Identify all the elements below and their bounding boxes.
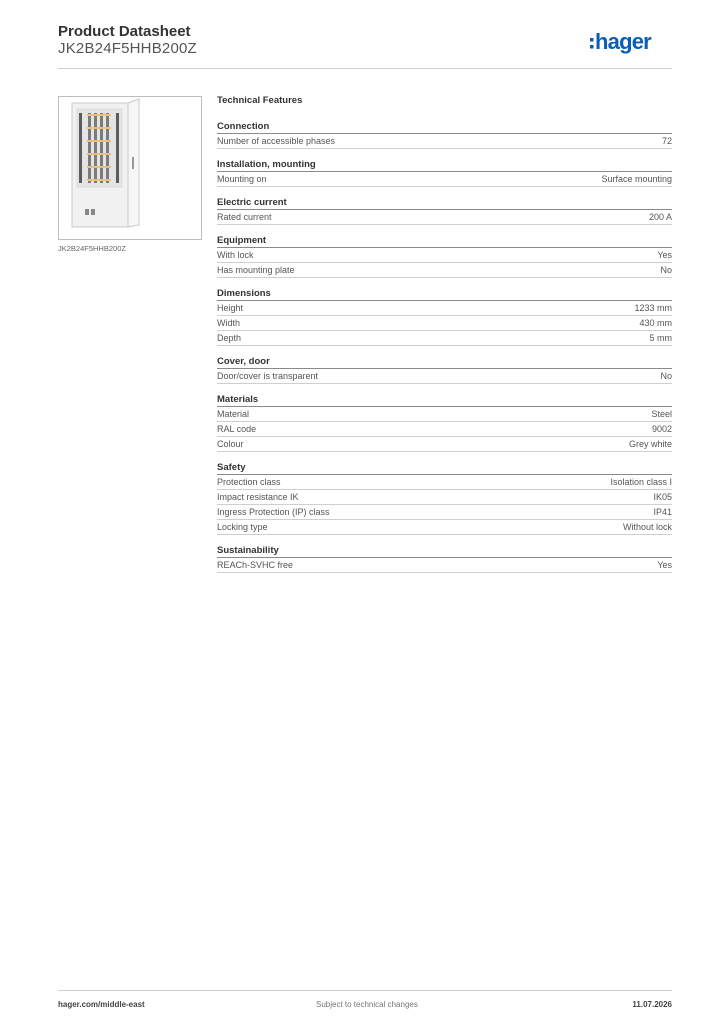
feature-value: Isolation class I — [610, 477, 672, 487]
feature-value: IP41 — [653, 507, 672, 517]
feature-label: Depth — [217, 333, 242, 343]
feature-value: Yes — [657, 560, 672, 570]
feature-value: No — [660, 265, 672, 275]
feature-row — [217, 422, 672, 437]
feature-label: Material — [217, 409, 250, 419]
feature-row — [217, 248, 672, 263]
section-title: Cover, door — [217, 356, 672, 369]
section-dimensions — [217, 288, 672, 346]
section-installation — [217, 159, 672, 187]
feature-label: REACh-SVHC free — [217, 560, 294, 570]
feature-row — [217, 437, 672, 452]
product-image — [58, 96, 202, 240]
feature-row — [217, 301, 672, 316]
section-cover-door — [217, 356, 672, 384]
section-title: Sustainability — [217, 545, 672, 558]
feature-label: Protection class — [217, 477, 281, 487]
section-title: Installation, mounting — [217, 159, 672, 172]
feature-row — [217, 172, 672, 187]
section-equipment — [217, 235, 672, 278]
feature-label: Door/cover is transparent — [217, 371, 319, 381]
feature-label: Number of accessible phases — [217, 136, 336, 146]
feature-value: Yes — [657, 250, 672, 260]
feature-value: 5 mm — [649, 333, 672, 343]
feature-row — [217, 475, 672, 490]
feature-row — [217, 558, 672, 573]
section-electric-current — [217, 197, 672, 225]
feature-row — [217, 316, 672, 331]
document-title: Product Datasheet — [58, 23, 191, 40]
feature-value: Grey white — [628, 439, 672, 449]
feature-value: Without lock — [622, 522, 672, 532]
section-title: Dimensions — [217, 288, 672, 301]
page-header — [58, 22, 672, 69]
feature-label: Mounting on — [217, 174, 267, 184]
feature-value: Steel — [651, 409, 672, 419]
feature-row — [217, 210, 672, 225]
feature-label: Impact resistance IK — [217, 492, 299, 502]
product-code: JK2B24F5HHB200Z — [58, 40, 197, 57]
footer-notice: Subject to technical changes — [316, 1000, 418, 1009]
section-safety — [217, 462, 672, 535]
section-sustainability — [217, 545, 672, 573]
feature-row — [217, 490, 672, 505]
feature-row — [217, 369, 672, 384]
feature-row — [217, 134, 672, 149]
feature-label: Height — [217, 303, 244, 313]
footer-website-link[interactable]: hager.com/middle-east — [58, 1000, 145, 1009]
feature-label: Has mounting plate — [217, 265, 295, 275]
logo-text: hager — [595, 29, 651, 54]
feature-value: Surface mounting — [601, 174, 672, 184]
feature-label: Rated current — [217, 212, 272, 222]
features-title: Technical Features — [217, 95, 303, 106]
section-title: Safety — [217, 462, 672, 475]
feature-label: Colour — [217, 439, 244, 449]
feature-value: 9002 — [651, 424, 672, 434]
feature-row — [217, 331, 672, 346]
image-caption: JK2B24F5HHB200Z — [58, 244, 126, 253]
section-title: Equipment — [217, 235, 672, 248]
feature-label: Width — [217, 318, 241, 328]
feature-label: Locking type — [217, 522, 268, 532]
feature-value: 1233 mm — [634, 303, 672, 313]
feature-label: With lock — [217, 250, 254, 260]
feature-value: No — [660, 371, 672, 381]
technical-features — [217, 96, 672, 583]
feature-row — [217, 407, 672, 422]
feature-label: Ingress Protection (IP) class — [217, 507, 330, 517]
section-title: Materials — [217, 394, 672, 407]
feature-row — [217, 263, 672, 278]
hager-logo — [590, 28, 672, 56]
section-title: Connection — [217, 121, 672, 134]
section-connection — [217, 121, 672, 149]
feature-row — [217, 520, 672, 535]
section-materials — [217, 394, 672, 452]
feature-label: RAL code — [217, 424, 257, 434]
feature-value: 200 A — [648, 212, 672, 222]
footer-date: 11.07.2026 — [632, 1000, 672, 1009]
page-footer — [58, 990, 672, 1021]
feature-value: 430 mm — [639, 318, 672, 328]
feature-value: 72 — [661, 136, 672, 146]
feature-row — [217, 505, 672, 520]
section-title: Electric current — [217, 197, 672, 210]
feature-value: IK05 — [653, 492, 672, 502]
